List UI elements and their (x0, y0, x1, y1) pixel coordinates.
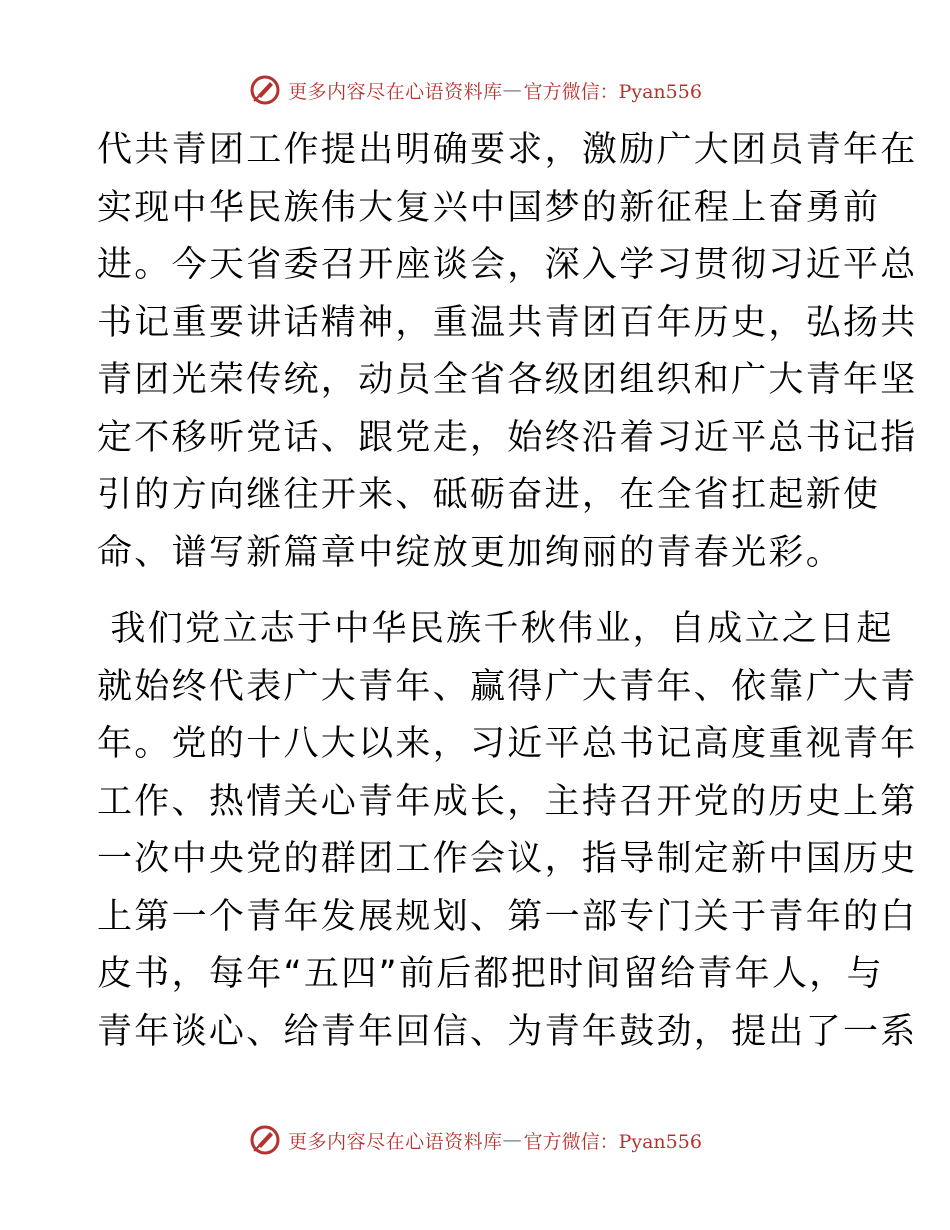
text-line: 青年谈心、给青年回信、为青年鼓劲，提出了一系 (97, 1011, 918, 1052)
text-line: 一次中央党的群团工作会议，指导制定新中国历史 (97, 839, 918, 879)
document-body (97, 122, 918, 1061)
text-line: 我们党立志于中华民族千秋伟业，自成立之日起 (97, 609, 894, 649)
text-line: 实现中华民族伟大复兴中国梦的新征程上奋勇前 (97, 187, 881, 228)
text-line: 命、谱写新篇章中绽放更加绚丽的青春光彩。 (97, 532, 844, 573)
paragraph-gap (97, 582, 857, 601)
text-line: 引的方向继往开来、砥砺奋进，在全省扛起新使 (97, 475, 881, 515)
footer-banner (0, 1120, 950, 1160)
text-line: 上第一个青年发展规划、第一部专门关于青年的白 (97, 896, 918, 937)
text-line: 青团光荣传统，动员全省各级团组织和广大青年坚 (97, 360, 918, 400)
paragraph (97, 601, 918, 1061)
banner-contact: 官方微信：Pyan556 (523, 1130, 702, 1153)
text-line: 就始终代表广大青年、赢得广大青年、依靠广大青 (97, 666, 918, 707)
banner-contact: 官方微信：Pyan556 (523, 80, 702, 103)
header-banner (0, 70, 950, 110)
text-line: 年。党的十八大以来，习近平总书记高度重视青年 (97, 724, 918, 764)
text-line: 定不移听党话、跟党走，始终沿着习近平总书记指 (97, 417, 918, 458)
paragraph (97, 122, 918, 582)
text-line: 皮书，每年“五四”前后都把时间留给青年人，与 (97, 954, 884, 994)
logo-icon (248, 1123, 282, 1157)
logo-icon (248, 73, 282, 107)
text-line: 进。今天省委召开座谈会，深入学习贯彻习近平总 (97, 245, 918, 285)
banner-separator: — (502, 1129, 522, 1151)
text-line: 书记重要讲话精神，重温共青团百年历史，弘扬共 (97, 302, 918, 343)
banner-title: 更多内容尽在心语资料库 (288, 80, 503, 103)
banner-title: 更多内容尽在心语资料库 (288, 1130, 503, 1153)
text-line: 工作、热情关心青年成长，主持召开党的历史上第 (97, 781, 918, 822)
banner-separator: — (502, 79, 522, 101)
text-line: 代共青团工作提出明确要求，激励广大团员青年在 (97, 130, 918, 170)
